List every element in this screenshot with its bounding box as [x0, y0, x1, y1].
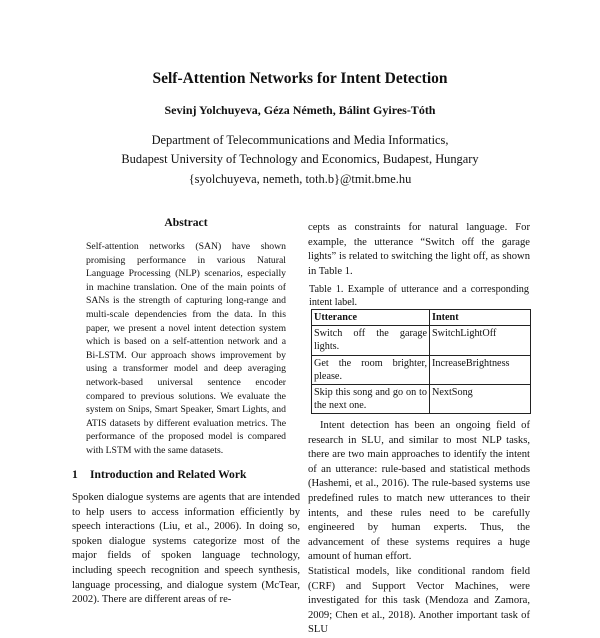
paper-title: Self-Attention Networks for Intent Detection — [152, 70, 448, 87]
table-cell-intent: IncreaseBrightness — [430, 355, 531, 384]
section-heading — [72, 468, 246, 481]
abstract-text: Self-attention networks (SAN) have shown promising performance in various Natural Language Processing (NLP) scenarios, especially in machine translation. One of the main points of SANs is the strength of capturing long-range and multi-scale dependencies from the data. In this paper, we present a novel intent detection system which is based on a self-attention network and a Bi-LSTM. Our approach shows improvement by using a transformer model and deep averaging network-based universal sentence encoder compared to previous solutions. We evaluate the system on Snips, Smart Speaker, Smart Lights, and ATIS datasets by different evaluation metrics. The performance of the proposed model is compared with LSTM with the same datasets. — [86, 241, 286, 456]
table-row — [312, 355, 531, 384]
table-header-intent: Intent — [430, 310, 531, 326]
section-number: 1 — [72, 468, 78, 481]
section-title: Introduction and Related Work — [90, 468, 247, 481]
statistical-models-paragraph: Statistical models, like conditional random field (CRF) and Support Vector Machines, were investigated for this task (Mendoza and Zamora, 2009; Chen et al., 2018). Another important task of SLU — [308, 565, 530, 636]
table-header-utterance: Utterance — [312, 310, 430, 326]
paper-authors: Sevinj Yolchuyeva, Géza Németh, Bálint Gyires-Tóth — [164, 103, 436, 117]
table-row — [312, 326, 531, 355]
table-caption: Table 1. Example of utterance and a corresponding intent label. — [309, 284, 529, 309]
continued-paragraph: cepts as constraints for natural language. For example, the utterance “Switch off the garage lights” is related to switching the light off, as shown in Table 1. — [308, 222, 530, 277]
intent-detection-paragraph: Intent detection has been an ongoing field of research in SLU, and similar to most NLP tasks, there are two main approaches to identify the intent of an utterance: rule-based and statistical methods (Hashemi, et al., 2016). The rule-based systems use predefined rules to match new utterances to their intents, and these rules need to be carefully engineered by human experts. Thus, the advancement of these systems requires a huge amount of human effort. — [308, 420, 530, 563]
table-cell-intent: NextSong — [430, 385, 531, 414]
table-cell-utterance: Get the room brighter, please. — [312, 355, 430, 384]
right-column-top — [308, 221, 530, 279]
table-cell-utterance: Skip this song and go on to the next one. — [312, 385, 430, 414]
table-cell-intent: SwitchLightOff — [430, 326, 531, 355]
introduction-paragraph: Spoken dialogue systems are agents that are intended to help users to access information efficiently by speech interactions (Liu, et al., 2006). In doing so, spoken dialogue systems categorize most of the major fields of spoken language technology, including speech recognition and speech synthesis, language processing, and dialogue system (McTear, 2002). There are different areas of re- — [72, 492, 300, 606]
table-header-row — [312, 310, 531, 326]
introduction-text — [72, 491, 300, 608]
affiliation-department: Department of Telecommunications and Media Informatics, — [151, 133, 449, 147]
table-row — [312, 385, 531, 414]
table-cell-utterance: Switch off the garage lights. — [312, 326, 430, 355]
affiliation-university: Budapest University of Technology and Economics, Budapest, Hungary — [121, 152, 479, 166]
right-column-bottom — [308, 419, 530, 638]
abstract-heading: Abstract — [164, 216, 208, 229]
affiliation-emails: {syolchuyeva, nemeth, toth.b}@tmit.bme.hu — [188, 172, 412, 186]
example-table — [311, 309, 531, 414]
